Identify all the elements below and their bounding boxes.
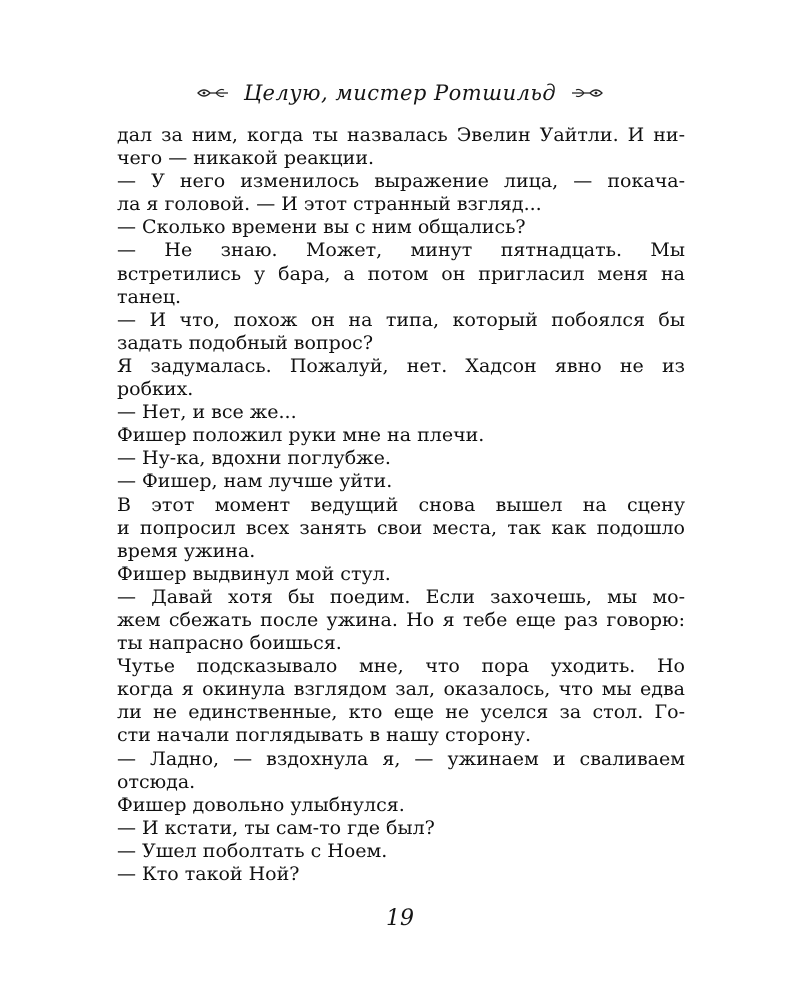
text-line: отсюда. — [117, 770, 196, 793]
body-text — [117, 124, 685, 886]
text-line: — Ушел поболтать с Ноем. — [117, 839, 388, 862]
text-line: робких. — [117, 378, 194, 401]
text-line: В этот момент ведущий снова вышел на сцену — [117, 493, 685, 516]
text-line: задать подобный вопрос? — [117, 331, 374, 354]
text-line: время ужина. — [117, 539, 256, 562]
page-number: 19 — [386, 906, 414, 931]
text-line: сти начали поглядывать в нашу сторону. — [117, 724, 532, 747]
text-line: танец. — [117, 285, 182, 308]
text-line: — Не знаю. Может, минут пятнадцать. Мы — [117, 239, 685, 262]
text-line: ли не единственные, кто еще не уселся за стол. Го- — [117, 701, 685, 724]
text-line: чего — никакой реакции. — [117, 147, 375, 170]
text-line: Чутье подсказывало мне, что пора уходить. Но — [117, 655, 685, 678]
running-head — [118, 76, 682, 110]
text-line: дал за ним, когда ты назвалась Эвелин Уайтли. И ни- — [117, 124, 685, 146]
running-title: Целую, мистер Ротшильд — [243, 81, 557, 105]
text-line: — Кто такой Ной? — [117, 863, 300, 885]
text-line: — Фишер, нам лучше уйти. — [117, 470, 393, 493]
text-line: Фишер довольно улыбнулся. — [117, 793, 405, 816]
text-line: ла я головой. — И этот странный взгляд... — [117, 193, 542, 216]
text-line: — Нет, и все же... — [117, 401, 297, 424]
text-line: ты напрасно боишься. — [117, 632, 342, 655]
text-line: встретились у бара, а потом он пригласил меня на — [117, 262, 685, 285]
text-line: когда я окинула взглядом зал, оказалось, что мы едва — [117, 678, 685, 701]
text-line: — У него изменилось выражение лица, — покача- — [117, 170, 685, 193]
text-line: Фишер положил руки мне на плечи. — [117, 424, 485, 447]
text-line: — Ладно, — вздохнула я, — ужинаем и сваливаем — [117, 747, 685, 770]
text-line: — Давай хотя бы поедим. Если захочешь, мы мо- — [117, 585, 685, 608]
fleuron-left-icon — [196, 86, 230, 100]
text-line: — Ну-ка, вдохни поглубже. — [117, 447, 391, 470]
text-line: жем сбежать после ужина. Но я тебе еще раз говорю: — [117, 608, 685, 631]
text-line: Фишер выдвинул мой стул. — [117, 562, 391, 585]
text-line: — И что, похож он на типа, который побоялся бы — [117, 308, 685, 331]
text-line: — Сколько времени вы с ним общались? — [117, 216, 526, 239]
text-line: Я задумалась. Пожалуй, нет. Хадсон явно не из — [117, 354, 685, 377]
fleuron-right-icon — [570, 86, 604, 100]
text-line: — И кстати, ты сам-то где был? — [117, 816, 435, 839]
text-line: и попросил всех занять свои места, так как подошло — [117, 516, 685, 539]
